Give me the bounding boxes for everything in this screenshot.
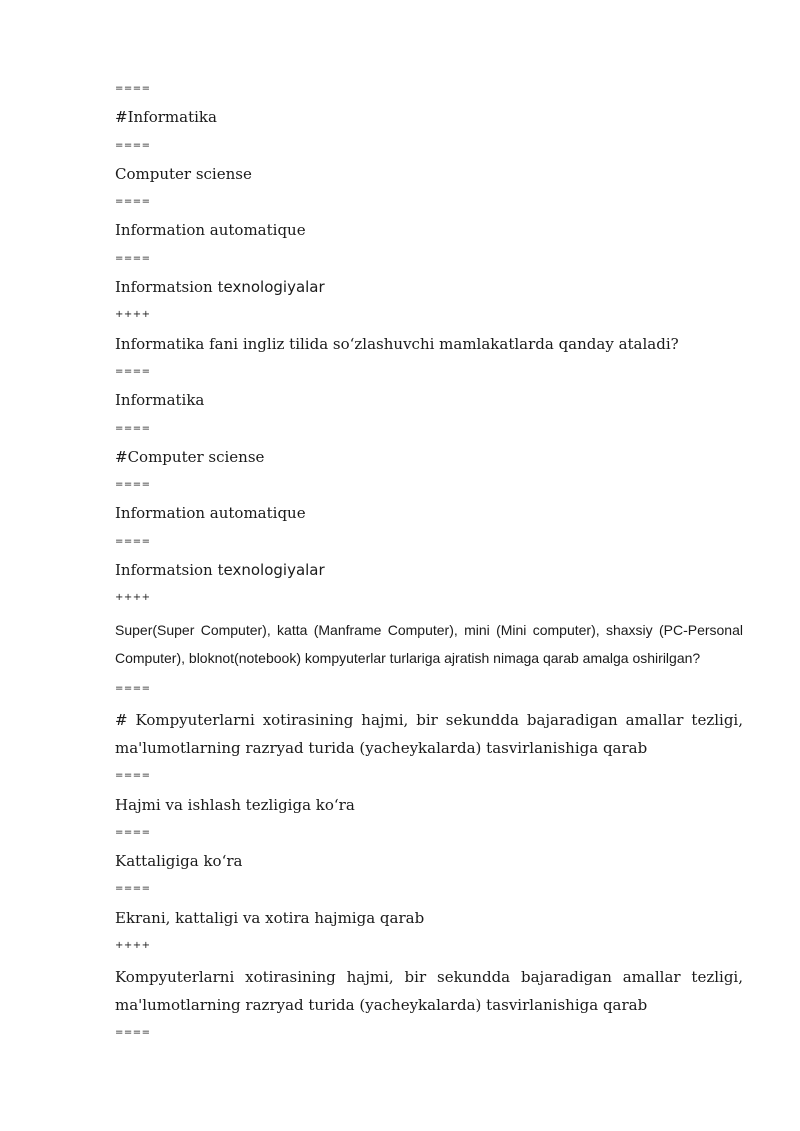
separator: ====: [115, 422, 151, 434]
answer-option: Information automatique: [115, 504, 306, 523]
separator: ====: [115, 196, 151, 208]
answer-option: Ekrani, kattaligi va xotira hajmiga qarab: [115, 908, 425, 927]
question-text: Informatika fani ingliz tilida so‘zlashuvchi mamlakatlarda qanday ataladi?: [115, 334, 679, 353]
separator: ====: [115, 826, 151, 838]
separator: ====: [115, 1027, 151, 1039]
answer-option: Kattaligiga ko‘ra: [115, 852, 243, 871]
separator: ====: [115, 365, 151, 377]
separator: ====: [115, 770, 151, 782]
answer-option: Informatika: [115, 391, 205, 410]
question-separator: ++++: [115, 592, 151, 604]
separator: ====: [115, 682, 151, 694]
answer-text-serif: Informatsion t: [115, 561, 224, 580]
question-separator: ++++: [115, 940, 151, 952]
answer-option: Information automatique: [115, 221, 306, 240]
answer-correct: # Kompyuterlarni xotirasining hajmi, bir sekundda bajaradigan amallar tezligi, ma'lumotlarning razryad turida (yacheykalarda) tasvirlanishiga qarab: [115, 711, 743, 758]
answer-option: Hajmi va ishlash tezligiga ko‘ra: [115, 795, 355, 814]
question-text: Kompyuterlarni xotirasining hajmi, bir sekundda bajaradigan amallar tezligi, ma'lumotlarning razryad turida (yacheykalarda) tasvirlanishiga qarab: [115, 968, 743, 1015]
answer-text-sans: exnologiyalar: [223, 278, 325, 297]
answer-correct: #Informatika: [115, 108, 217, 127]
answer-option: [115, 559, 743, 581]
question-separator: ++++: [115, 309, 151, 321]
separator: ====: [115, 83, 151, 94]
separator: ====: [115, 139, 151, 151]
separator: ====: [115, 479, 151, 491]
answer-option: [115, 276, 743, 298]
answer-text-serif: Informatsion t: [115, 278, 224, 297]
answer-correct: #Computer sciense: [115, 447, 265, 466]
separator: ====: [115, 883, 151, 895]
separator: ====: [115, 252, 151, 264]
separator: ====: [115, 535, 151, 547]
answer-option: Computer sciense: [115, 164, 252, 183]
answer-text-sans: exnologiyalar: [223, 561, 325, 580]
question-text: Super(Super Computer), katta (Manframe Computer), mini (Mini computer), shaxsiy (PC-Personal Computer), bloknot(notebook) kompyuterlar turlariga ajratish nimaga qarab amalga oshirilgan?: [115, 621, 743, 666]
